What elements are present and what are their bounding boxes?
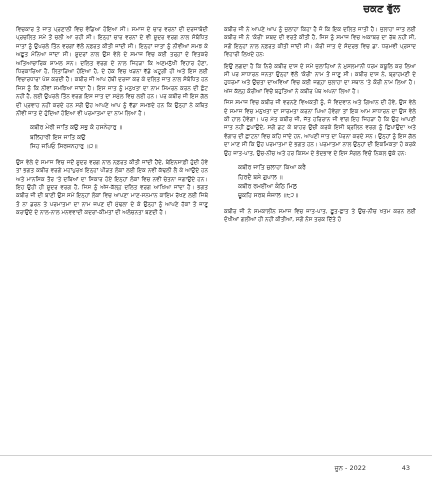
verse-line: ਕਬੀਰ ਮੇਰੀ ਜਾਤਿ ਕਉ ਸਭੁ ਕੋ ਹਸਨੇਹਾਰੁ ॥ bbox=[30, 124, 123, 132]
verse-line: ਕਬੀਰ ਰਮਈਆ ਕੰਠਿ ਮਿਲੁ bbox=[238, 182, 297, 190]
verse-line: ਜਿਹ ਜਪਿਓ ਸਿਰਜਨਹਾਰੁ ॥੨॥ bbox=[30, 143, 98, 151]
paragraph: ਕਬੀਰ ਜੀ ਨੇ ਸਮਕਾਲੀਨ ਸਮਾਜ ਵਿਚ ਜਾਤ-ਪਾਤ, ਛੂਤ-ਛਾਤ ਤੇ ਉਚ-ਨੀਚ ਖਤਮ ਕਰਨ ਲਈ ਦੋਖੀਆਂ ਗਲੀਆਂ ਹੀ ਨਹੀਂ ਕੀਤੀਆਂ, ਸਗੋਂ ਨੋਸ ਤਰਕ ਦਿੱਤੇ ਹੋ bbox=[224, 208, 416, 224]
quote-paragraph: ਇਉਂ ਲਗਦਾ ਹੈ ਕਿ ਨਿਰੰ ਕਬੀਰ ਦਾਸ ਦੇ ਸਮੇਂ ਜੁਲਾਹਿਆਂ ਨੇ ਮੁਸਲਮਾਨੀ ਧਰਮ ਕਬੂਲਿ ਕਰ ਲਿਆ ਸੀ ਪਰ ਸਾਧਾਰਨ ਜਨਤਾ ਉਨ੍ਹਾਂ ਵੱਲੋਂ 'ਕੋਰੀ' ਨਾਮ ਤੋਂ ਜਾਣੂ ਸੀ। ਕਬੀਰ ਦਾਸ ਨੇ, ਬ੍ਰਾਹਮਣੀ ਦੇ ਹੁਧਰਮਾਂ ਅਤੇ ਉਚਤਾ ਦਾਅਵਿਆਂ ਵਿਚ ਕਈ ਜਗ੍ਹਾ ਜੁਲਾਹਾ ਦਾ ਸਥਾਨ 'ਤੇ ਕੋਰੀ ਨਾਮ ਲਿਆ ਹੈ। ਅੱਜ ਕੱਲ੍ਹ ਕੋਰੀਆਂ ਵਿਚੋਂ ਬਹੁਤਿਆਂ ਨੇ ਕਬੀਰ ਪੰਥ ਅਪਨਾ ਲਿਆ ਹੈ। bbox=[224, 63, 416, 95]
paragraph: ਉਸ ਵੇਲੇ ਦੇ ਸਮਾਜ ਵਿਚ ਜਦੋਂ ਸ਼ੂਦਰ ਵਰਗ ਨਾਲ ਨਫ਼ਰਤ ਕੀਤੀ ਜਾਂਦੀ ਹੈਂਦੇ, ਬੇਇਨਸਾਫ਼ੀ ਹੁੰਦੀ ਹੋਵੇ ਤਾਂ ਭਗਤ ਕਬੀਰ ਵਰਗੇ ਮਹਾਂਪੁਰਖ ਇਨ੍ਹਾਂ ਪੀੜਤ ਲੋਕਾਂ ਲਈ ਇਕ ਨਵੀਂ ਕੱਢਲੀ ਲੈ ਕੇ ਆਉਂਦੇ ਹਨ ਅਤੇ ਮਾਨਸਿਕ ਤੌਰ 'ਤੇ ਦਬਿਆਂ ਦਾ ਸਿਕਾਰ ਹੋਏ ਇਨ੍ਹਾਂ ਲੋਕਾਂ ਵਿਚ ਨਵੀਂ ਚੇਤਨਾ ਜਗਾਉਂਦੇ ਹਨ। ਇਹ ਉਹੀ ਹੀ ਸ਼ੂਦਰ ਵਰਗ ਹੈ, ਜਿਸ ਨੂੰ ਅੱਜ-ਕੱਲ੍ਹ ਦਲਿਤ ਵਰਗ ਆਖਿਆ ਜਾਂਦਾ ਹੈ। ਭਗਤ ਕਬੀਰ ਜੀ ਦੀ ਬਾਣੀ ਉਸ ਸਮੇਂ ਇਨ੍ਹਾਂ ਲੋਕਾਂ ਵਿਚ ਆਪਣਾ ਮਾਣ-ਸਨਮਾਨ ਕਾਇਮ ਰੱਖਣ ਲਈ ਜਿਥੇ ਤੋ ਨਾ ਡਰਨ ਤੇ ਪਰਮਾਤਮਾ ਦਾ ਨਾਮ ਜਪਣ ਦੀ ਮੁੱਢਲਾ ਦੇ ਕੇ ਉਨ੍ਹਾਂ ਨੂੰ ਆਪਣੇ ਹੱਕਾਂ ਤੋਂ ਜਾਣੂ ਕਰਾਉਂਦੇ ਦੇ ਨਾਲ-ਨਾਲ ਮਨਵਵਾਦੀ ਕਦਰਾਂ-ਕੀਮਤਾਂ ਦੀ ਅਲੋਚਨਤਾ ਬਣਦੀ ਹੈ। bbox=[16, 159, 208, 217]
verse-block bbox=[238, 163, 416, 201]
page-footer bbox=[0, 455, 432, 480]
verse-line: ਚੂਕਹਿ ਸਰਬ ਜੰਜਾਲ ॥੮੨॥ bbox=[238, 192, 299, 200]
verse-line: ਬਲਿਹਾਰੀ ਇਸ ਜਾਤਿ ਕਉ bbox=[30, 133, 86, 141]
magazine-logo: ਚਕਣ ਵੁੱਲ bbox=[363, 4, 400, 15]
verse-line: ਕਬੀਰ ਜਾਤਿ ਜੁਲਾਹਾ ਕਿਆ ਕਰੈ bbox=[238, 164, 306, 172]
right-column bbox=[224, 26, 416, 228]
page-header bbox=[0, 0, 432, 18]
page-number: 43 bbox=[401, 464, 410, 472]
left-column bbox=[16, 26, 208, 221]
issue-date: ਜੂਨ - 2022 bbox=[334, 464, 366, 472]
paragraph: ਵਿਚਕਾਰ ਤੇ ਜਾਤ ਪ੍ਰਣਾਲੀ ਵਿਚ ਵੰਡਿਆ ਹੋਇਆ ਸੀ। ਸਮਾਜ ਦੇ ਚਾਰ ਵਰਨਾਂ ਦੀ ਦਰਜਾਬੰਦੀ ਪ੍ਰਚਲਿਤ ਸਮੇਂ ਤੋਂ ਚਲੀ ਆ ਰਹੀ ਸੀ। ਇਨ੍ਹਾਂ ਚਾਰ ਵਰਨਾਂ ਦੇ ਵੀ ਸ਼ੂਦਰ ਵਰਗ ਨਾਲ ਸੰਬੰਧਿਤ ਜਾਤਾਂ ਨੂੰ ਉਪਰਲੇ ਤਿੰਨ ਵਰਗਾਂ ਵੱਲੋਂ ਨਫ਼ਰਤ ਕੀਤੀ ਜਾਂਦੀ ਸੀ। ਇਨ੍ਹਾਂ ਜਾਤਾਂ ਨੂੰ ਨੀਵੀਆਂ ਸਮਝ ਕੇ ਅਛੂਤ ਮੰਨਿਆ ਜਾਂਦਾ ਸੀ। ਸ਼ੂਦਰਾਂ ਨਾਲ ਉਸ ਵੇਲੇ ਦੇ ਸਮਾਜ ਵਿਚ ਕਈ ਤਰ੍ਹਾਂ ਦੇ ਵਿਤਕਰੇ ਅਤਿਆਚਾਰਿਕ ਸ਼ਾਮਲ ਸਨ। ਦਲਿਤ ਵਰਗ ਦੇ ਨਾਲ ਜਿਹੜਾ ਕਿ ਅਣਮਨੁੱਖੀ ਵਿਹਾਰ ਹੋਣਾ, ਧਿਰਕਾਰਿਆ ਹੈ, ਲਿਤਾੜਿਆ ਹੋਇਆ ਹੈ, ਦੇ ਹੱਕ ਵਿਚ ਖੜਨਾ ਵੱਡੇ ਘਟੂਗੀ ਹੀ ਅਤੇ ਇਸ ਲਈ ਵਿਚਾਰਧਾਰਾ ਪੇਸ਼ ਕਰਦੀ ਹੈ। ਕਬੀਰ ਜੀ ਆਪ ਹੱਥੀ ਦਰਜਾ ਕਰ ਕੇ ਦਲਿਤ ਜਾਤ ਨਾਲ ਸੰਬੰਧਿਤ ਹਨ ਜਿਸ ਨੂੰ ਕਿ ਨੀਵਾਂ ਸਮਝਿਆ ਜਾਂਦਾ ਹੈ। ਇਸ ਜਾਤ ਨੂੰ ਮਨੁਖਤਾ ਦਾ ਨਾਮ ਸਿਮਰਨ ਕਰਨ ਦੀ ਛੋਟ ਨਹੀਂ ਹੈ, ਲਈ ਉਪਰਲੇ ਤਿੰਨ ਵਰਗ ਇਸ ਜਾਤ ਦਾ ਸਮੁੱਲ ਵਿਚ ਲਈ ਹਨ। ਪਰ ਕਬੀਰ ਜੀ ਇਸ ਗੱਲ ਦੀ ਪ੍ਰਵਾਹ ਨਹੀਂ ਕਰਦੇ ਹਨ ਸਗੋਂ ਉਹ ਆਪਣੇ ਆਪ ਨੂੰ ਵੱਡਾ ਸਮਝਦੇ ਹਨ ਕਿ ਉਨ੍ਹਾਂ ਨੇ ਕਥਿਤ ਨੀਵੀਂ ਜਾਤ ਦੇ ਹੁੰਦਿਆਂ ਹੋਇਆ ਵੀ ਪਰਮਾਤਮਾ ਦਾ ਨਾਮ ਲਿਆ ਹੈ। bbox=[16, 27, 208, 118]
paragraph: ਜਿਸ ਸਮਾਜ ਵਿਚ ਕਬੀਰ ਜੀ ਵਰਨਣੇ ਵਿਅਕਤੀ ਨੂੰ, ਜੋ ਵਿਦਵਾਨ ਅਤੇ ਗਿਆਨ ਦੀ ਹੋਵੇ, ਉਸ ਵੇਲੇ ਦੇ ਸਮਾਜ ਵਿਚ ਮਨੁਖਤਾ ਦਾ ਸਾਰਮਤਾ ਕਰਨਾ ਪਿਆ ਹੋਵੇਗਾ ਤਾਂ ਇਕ ਆਮ ਸਾਧਾਰਨ ਦਾ ਉਸ ਵੇਲੇ ਕੀ ਹਾਲ ਹੋਵੇਗਾ। ਪਰ ਮੱਤ ਕਬੀਰ ਜੀ, ਜੱਤ ਹਰਿਰਾਨ ਜੀ ਵਾਂਗ ਇਹ ਜਿਹੜਾ ਹੈ ਕਿ ਉਹ ਆਪਣੀ ਜਾਤ ਨਹੀਂ ਛੁਪਾਉਂਦੇ, ਸਗੋਂ ਡਟ ਕੇ ਬਾਹਰ ਉਚੀ ਕਰਕੇ ਇਸੀ ਬ੍ਰਲਿਨ ਵਰਗ ਨੂੰ ਛਿਪਾਉਂਦਾ ਅਤੇ ਵੰਗਾਰ ਦੀ ਛਾਟਨਾ ਵਿਚ ਕਹਿ ਜਾਂਦੇ ਹਨ, ਆਪਣੀ ਜਾਤ ਦਾ ਪੈਰਨਾ ਕਰਦੇ ਸਨ। ਉਨ੍ਹਾਂ ਨੂੰ ਇਸ ਗੱਲ ਦਾ ਮਾਣ ਸੀ ਕਿ ਉਹ ਪਰਮਾਤਮਾ ਦੇ ਭਗਤ ਹਨ। ਪਰਮਾਤਮਾ ਨਾਲ ਉਨ੍ਹਾਂ ਦੀ ਇਕਮਿਕਤਾ ਹੋ ਕਰਕੇ ਉਹ ਜਾਤ-ਪਾਤ, ਉਚ-ਨੀਚ ਅਤੇ ਹਰ ਕਿਸਮ ਦੇ ਭੇਦਭਾਵ ਦੇ ਇਸ ਸੰਗਲ ਵਿਚੋਂ ਨਿਕਲ ਚੁੱਕੇ ਹਨ: bbox=[224, 100, 416, 157]
paragraph: ਕਬੀਰ ਜੀ ਨੇ ਆਪਣੇ ਆਪ ਨੂੰ ਜੁਲਾਹਾ ਕਿਹਾ ਹੈ ਜੋ ਕਿ ਇਕ ਦਲਿਤ ਜਾਤੀ ਹੈ। ਜੁਲਾਹਾ ਜਾਤ ਲਈ ਕਬੀਰ ਜੀ ਨੇ 'ਕੋਰੀ' ਸ਼ਬਦ ਦੀ ਵਰਤੋਂ ਕੀਤੀ ਹੈ, ਜਿਸ ਨੂੰ ਸਮਾਜ ਵਿਚ ਅਕਾਬਰ ਦਾ ਰੱਥ ਨਹੀਂ ਸੀ, ਸਗੋਂ ਇਨ੍ਹਾਂ ਨਾਲ ਨਫ਼ਰਤ ਕੀਤੀ ਜਾਂਦੀ ਸੀ। ਕੋਰੀ ਜਾਤ ਦੇ ਸੰਦਰਭ ਵਿਚ ਡਾ. ਧਰਮਵੀ ਪ੍ਰਸਾਦ ਵਿਹਾਰੀ ਲਿਖਦੇ ਹਨ: bbox=[224, 27, 416, 59]
verse-block bbox=[30, 123, 208, 151]
verse-line: ਹਿਰਦੈ ਬਸੇ ਗੁਪਾਲ ॥ bbox=[238, 173, 283, 181]
